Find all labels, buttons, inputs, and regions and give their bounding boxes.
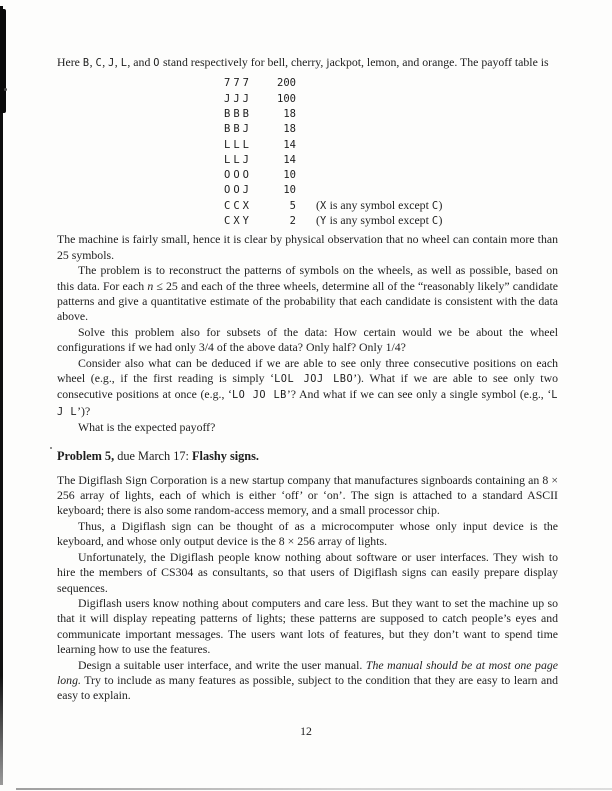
text-segment: L J L bbox=[57, 389, 558, 418]
page-number: 12 bbox=[300, 724, 312, 738]
payoff-row bbox=[224, 198, 558, 213]
payoff-cell: 14 bbox=[283, 153, 296, 166]
payoff-row bbox=[224, 167, 558, 182]
payoff-row bbox=[224, 106, 558, 121]
payoff-row bbox=[224, 213, 558, 228]
payoff-cell: 18 bbox=[283, 123, 296, 136]
payoff-row bbox=[224, 121, 558, 136]
payoff-cell: 100 bbox=[277, 92, 296, 105]
unfortunately-paragraph bbox=[57, 550, 558, 596]
text-segment: The Digiflash Sign Corporation is a new startup company that manufactures signboards containing an 8 × 256 array of lights, each of which is either ‘off’ or ‘on’. The sign is attached to a standard ASCII keyboard; there is also some random-access memory, and a small processor chip. bbox=[57, 472, 558, 518]
intro-paragraph bbox=[57, 55, 558, 71]
text-segment: C bbox=[431, 215, 439, 228]
expected-payoff-paragraph bbox=[57, 420, 558, 435]
text-segment: , and bbox=[127, 55, 154, 69]
text-segment: C bbox=[95, 57, 103, 69]
text-segment: Digiflash users know nothing about computers and care less. But they want to set the machine up so that it will display repeating patterns of lights; these patterns are supposed to catch people’s eyes and communicate important messages. The users want lots of features, but they don’t want to spend time learning how to use the features. bbox=[57, 595, 558, 657]
payoff-table bbox=[224, 75, 558, 228]
text-segment: , bbox=[102, 55, 109, 69]
text-segment: The machine is fairly small, hence it is clear by physical observation that no wheel can contain more than 25 symbols. bbox=[57, 232, 558, 262]
text-segment: due March 17: bbox=[114, 448, 193, 463]
payoff-row bbox=[224, 91, 558, 106]
payoff-row bbox=[224, 75, 558, 90]
text-segment: LOL JOJ LBO bbox=[274, 373, 354, 386]
text-segment: What is the expected payoff? bbox=[78, 420, 216, 435]
scan-speck bbox=[50, 447, 52, 449]
text-segment: Solve this problem also for subsets of the data: How certain would we be about the wheel configurations if we had only 3/4 of the above data? Only half? Only 1/4? bbox=[57, 324, 558, 355]
scan-left-blob-artifact bbox=[0, 9, 6, 113]
problem-paragraph bbox=[57, 263, 558, 325]
text-segment: LO JO LB bbox=[231, 389, 287, 402]
payoff-cell: 18 bbox=[283, 108, 296, 120]
text-content bbox=[57, 55, 558, 704]
text-segment: ’)? bbox=[77, 403, 91, 418]
thus-paragraph bbox=[57, 519, 558, 550]
payoff-cell: 10 bbox=[283, 184, 296, 197]
combo-cell: LLL bbox=[224, 138, 252, 151]
text-segment: Consider also what can be deduced if we are able to see only three consecutive positions on each wheel (e.g., if the first reading is simply ‘ bbox=[57, 355, 558, 386]
text-segment: ( bbox=[316, 213, 320, 228]
combo-cell: OOJ bbox=[224, 184, 252, 197]
consider-paragraph bbox=[57, 356, 558, 421]
text-segment: ’? And what if we can see only a single symbol (e.g., ‘ bbox=[286, 387, 552, 402]
combo-cell: CXY bbox=[224, 215, 252, 228]
payoff-cell: 200 bbox=[277, 77, 296, 90]
text-segment: C bbox=[431, 199, 439, 212]
combo-cell: BBB bbox=[224, 108, 252, 120]
payoff-row bbox=[224, 152, 558, 167]
text-segment: J bbox=[108, 57, 115, 69]
combo-cell: JJJ bbox=[224, 92, 252, 105]
text-segment: Thus, a Digiflash sign can be thought of as a microcomputer whose only input device is the keyboard, and whose only output device is the 8 × 256 array of lights. bbox=[57, 518, 558, 549]
text-segment: Flashy signs. bbox=[192, 448, 259, 463]
text-segment: The manual should be at most one page long. bbox=[57, 657, 558, 687]
text-segment: The problem is to reconstruct the patterns of symbols on the wheels, as well as possible, based on this data. For each bbox=[57, 263, 558, 293]
text-segment: L bbox=[120, 57, 128, 69]
text-segment: n bbox=[147, 278, 154, 293]
combo-cell: 777 bbox=[224, 77, 252, 90]
text-segment: Unfortunately, the Digiflash people know nothing about software or user interfaces. They wish to hire the members of CS304 as consultants, so that users of Digiflash signs can easily prepare display sequences. bbox=[57, 549, 558, 595]
solve-paragraph bbox=[57, 325, 558, 356]
payoff-row bbox=[224, 182, 558, 197]
text-segment: O bbox=[153, 57, 160, 69]
problem-5-heading bbox=[57, 448, 558, 464]
payoff-cell: 10 bbox=[283, 169, 296, 182]
scan-speck bbox=[4, 88, 7, 91]
digiflash-intro-paragraph bbox=[57, 473, 558, 519]
text-segment: Design a suitable user interface, and write the user manual. bbox=[78, 657, 366, 672]
text-segment: stand respectively for bell, cherry, jackpot, lemon, and orange. The payoff table is bbox=[160, 55, 549, 69]
text-segment: ( bbox=[316, 197, 320, 212]
text-segment: B bbox=[82, 57, 90, 69]
text-segment: ≤ 25 and each of the three wheels, determine all of the “reasonably likely” candidate patterns and give a quantitative estimate of the probability that each candidate is consistent with the data above. bbox=[57, 278, 558, 324]
text-segment: Y bbox=[319, 215, 327, 228]
text-segment: Here bbox=[57, 55, 83, 69]
combo-cell: OOO bbox=[224, 169, 252, 182]
text-segment: , bbox=[114, 55, 121, 69]
text-segment: is any symbol except bbox=[326, 197, 432, 212]
payoff-cell: 14 bbox=[283, 138, 296, 151]
combo-cell: CCX bbox=[224, 199, 252, 212]
note-cell bbox=[316, 213, 442, 227]
combo-cell: BBJ bbox=[224, 123, 252, 136]
payoff-cell: 5 bbox=[289, 199, 296, 212]
payoff-cell: 2 bbox=[289, 215, 296, 228]
design-paragraph bbox=[57, 658, 558, 704]
text-segment: is any symbol except bbox=[326, 213, 432, 228]
text-segment: ) bbox=[438, 197, 443, 212]
text-segment: , bbox=[89, 55, 96, 69]
text-segment: Problem 5, bbox=[57, 448, 115, 463]
scan-bottom-edge-artifact bbox=[16, 788, 612, 790]
scan-left-edge-artifact bbox=[0, 6, 3, 785]
text-segment: Try to include as many features as possible, subject to the condition that they are easy to learn and easy to explain. bbox=[57, 672, 558, 703]
text-segment: ) bbox=[438, 213, 443, 228]
payoff-row bbox=[224, 137, 558, 152]
machine-paragraph bbox=[57, 232, 558, 263]
text-segment: ’). What if we are able to see only two consecutive positions at once (e.g., ‘ bbox=[57, 371, 558, 402]
note-cell bbox=[316, 198, 442, 212]
users-paragraph bbox=[57, 596, 558, 658]
text-segment: X bbox=[319, 199, 327, 212]
combo-cell: LLJ bbox=[224, 153, 252, 166]
